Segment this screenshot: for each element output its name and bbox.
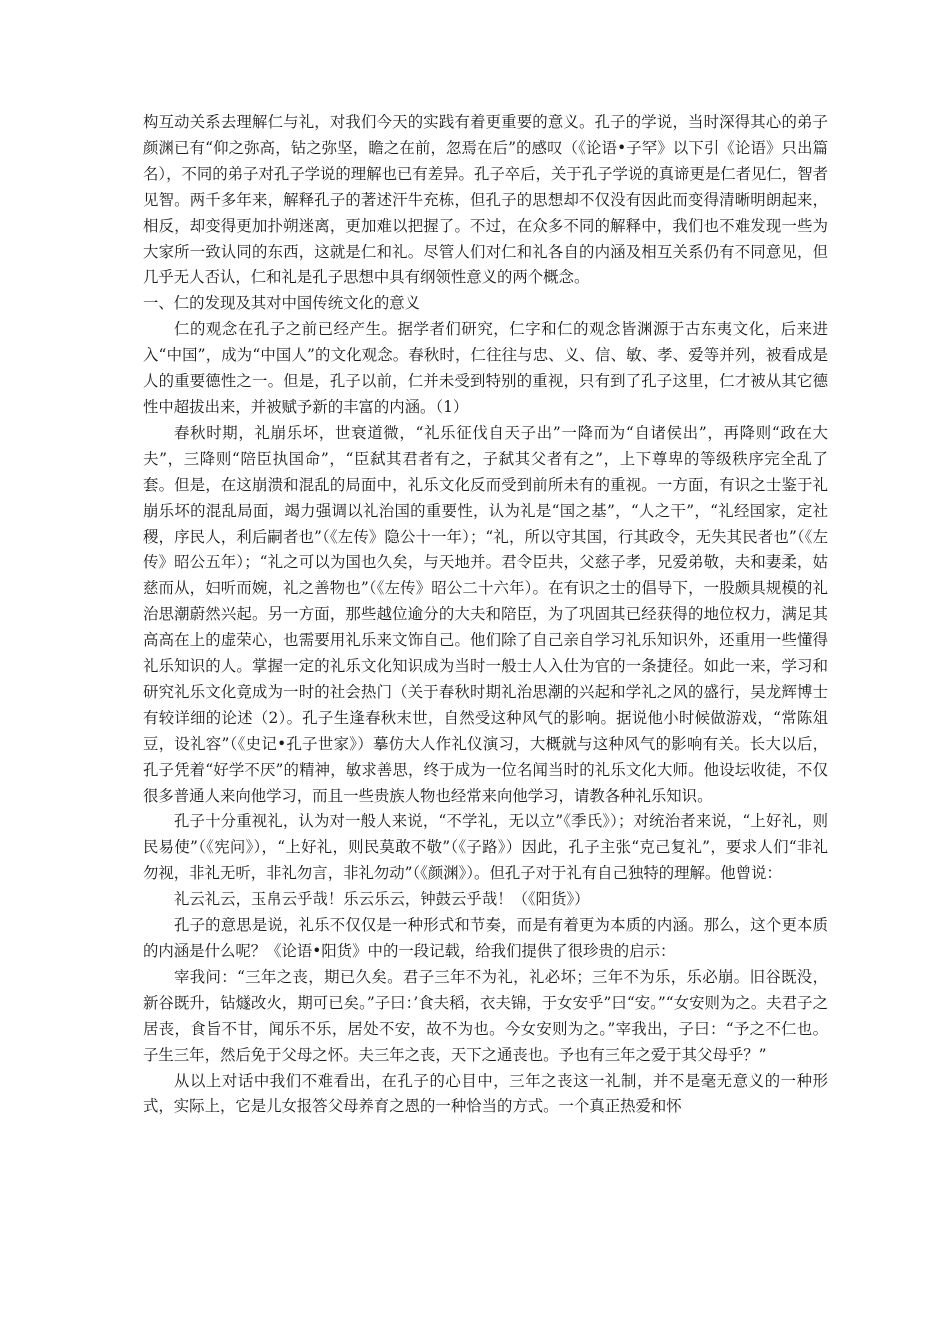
body-paragraph: 仁的观念在孔子之前已经产生。据学者们研究，仁字和仁的观念皆渊源于古东夷文化，后来进入“中国”，成为“中国人”的文化观念。春秋时，仁往往与忠、义、信、敏、孝、爱等并列，被看成是人的重要德性之一。但是，孔子以前，仁并未受到特别的重视，只有到了孔子这里，仁才被从其它德性中超拔出来，并被赋予新的丰富的内涵。（1） bbox=[143, 320, 828, 416]
section-heading: 一、仁的发现及其对中国传统文化的意义 bbox=[143, 294, 421, 313]
body-paragraph: 从以上对话中我们不难看出，在孔子的心目中，三年之丧这一礼制，并不是毫无意义的一种形式，实际上，它是儿女报答父母养育之恩的一种恰当的方式。一个真正热爱和怀 bbox=[143, 1071, 828, 1116]
body-paragraph: 构互动关系去理解仁与礼，对我们今天的实践有着更重要的意义。孔子的学说，当时深得其心的弟子颜渊已有“仰之弥高，钻之弥坚，瞻之在前，忽焉在后”的感叹（《论语•子罕》以下引《论语》只出篇名），不同的弟子对孔子学说的理解也已有差异。孔子卒后，关于孔子学说的真谛更是仁者见仁，智者见智。两千多年来，解释孔子的著述汗牛充栋，但孔子的思想却不仅没有因此而变得清晰明朗起来，相反，却变得更加扑朔迷离，更加难以把握了。不过，在众多不同的解释中，我们也不难发现一些为大家所一致认同的东西，这就是仁和礼。尽管人们对仁和礼各自的内涵及相互关系仍有不同意见，但几乎无人否认，仁和礼是孔子思想中具有纲领性意义的两个概念。 bbox=[143, 113, 828, 287]
body-paragraph: 孔子十分重视礼，认为对一般人来说，“不学礼，无以立”《季氏》）；对统治者来说，“上好礼，则民易使”（《宪问》），“上好礼，则民莫敢不敬”（《子路》）因此，孔子主张“克己复礼”，要求人们“非礼勿视，非礼无听，非礼勿言，非礼勿动”（《颜渊》）。但孔子对于礼有自己独特的理解。他曾说： bbox=[143, 812, 828, 883]
quotation-paragraph: 宰我问：“三年之丧，期已久矣。君子三年不为礼，礼必坏；三年不为乐，乐必崩。旧谷既没，新谷既升，钻燧改火，期可已矣。”子曰：’食夫稻，衣夫锦，于女安乎”曰“安。”“女安则为之。夫君子之居丧，食旨不甘，闻乐不乐，居处不安，故不为也。今女安则为之。”宰我出，子曰：“予之不仁也。子生三年，然后免于父母之怀。夫三年之丧，天下之通丧也。予也有三年之爱于其父母乎？” bbox=[143, 967, 828, 1064]
quotation-paragraph: 礼云礼云，玉帛云乎哉！乐云乐云，钟鼓云乎哉！（《阳货》） bbox=[174, 890, 590, 909]
body-paragraph: 春秋时期，礼崩乐坏，世衰道微，“礼乐征伐自天子出”一降而为“自诸侯出”，再降则“政在大夫”，三降则“陪臣执国命”，“臣弑其君者有之，子弑其父者有之”，上下尊卑的等级秩序完全乱了套。但是，在这崩溃和混乱的局面中，礼乐文化反而受到前所未有的重视。一方面，有识之士鉴于礼崩乐坏的混乱局面，竭力强调以礼治国的重要性，认为礼是“国之基”，“人之干”，“礼经国家，定社稷，序民人，利后嗣者也”（《左传》隐公十一年）；“礼，所以守其国，行其政令，无失其民者也”（《左传》昭公五年）；“礼之可以为国也久矣，与天地并。君令臣共，父慈子孝，兄爱弟敬，夫和妻柔，姑慈而从，妇听而婉，礼之善物也”（《左传》昭公二十六年）。在有识之士的倡导下，一股颇具规模的礼治思潮蔚然兴起。另一方面，那些越位逾分的大夫和陪臣，为了巩固其已经获得的地位权力，满足其高高在上的虚荣心，也需要用礼乐来文饰自己。他们除了自己亲自学习礼乐知识外，还重用一些懂得礼乐知识的人。掌握一定的礼乐文化知识成为当时一般士人入仕为官的一条捷径。如此一来，学习和研究礼乐文化竟成为一时的社会热门（关于春秋时期礼治思潮的兴起和学礼之风的盛行，吴龙辉博士有较详细的论述（2）。孔子生逢春秋末世，自然受这种风气的影响。据说他小时候做游戏，“常陈俎豆，设礼容”（《史记•孔子世家》）摹仿大人作礼仪演习，大概就与这种风气的影响有关。长大以后，孔子凭着“好学不厌”的精神，敏求善思，终于成为一位名闻当时的礼乐文化大师。他设坛收徒，不仅很多普通人来向他学习，而且一些贵族人物也经常来向他学习，请教各种礼乐知识。 bbox=[143, 423, 828, 805]
document-body bbox=[143, 110, 828, 1120]
body-paragraph: 孔子的意思是说，礼乐不仅仅是一种形式和节奏，而是有着更为本质的内涵。那么，这个更本质的内涵是什么呢？《论语•阳货》中的一段记载，给我们提供了很珍贵的启示： bbox=[143, 916, 828, 960]
